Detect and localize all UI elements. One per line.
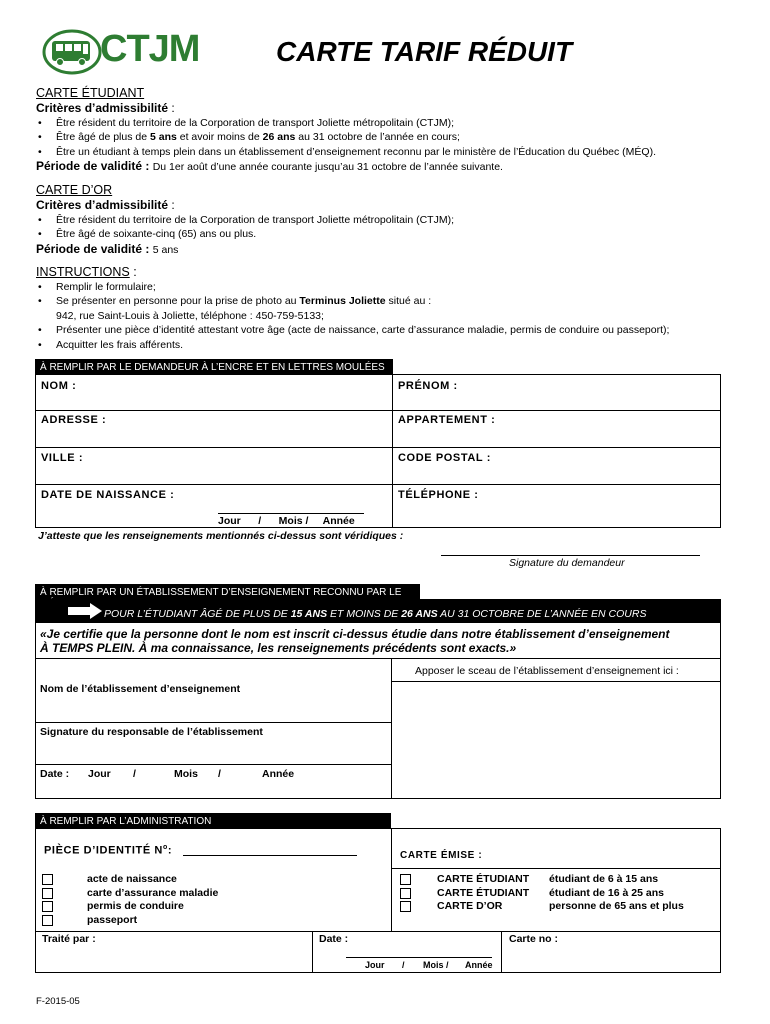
- list-item: • Être résident du territoire de la Corporation de transport Joliette métropolitain (CTJM);: [36, 116, 736, 130]
- section-etudiant: [36, 86, 736, 173]
- arrow-text-part: ET MOINS DE: [327, 608, 402, 620]
- criteria-label: [36, 101, 736, 115]
- certify-line-2: À TEMPS PLEIN. À ma connaissance, les renseignements précédents sont exacts.»: [40, 641, 517, 655]
- signature-responsable-label[interactable]: Signature du responsable de l’établissement: [40, 726, 263, 738]
- carte-item: CARTE ÉTUDIANT: [437, 886, 530, 899]
- appartement-field[interactable]: APPARTEMENT :: [398, 414, 496, 426]
- validity: [36, 159, 736, 173]
- signature-label: Signature du demandeur: [509, 557, 625, 569]
- row-divider: [391, 868, 721, 869]
- instructions-colon: :: [129, 265, 137, 279]
- column-divider: [312, 931, 313, 973]
- admin-jour: Jour: [365, 960, 385, 970]
- column-divider: [391, 658, 392, 799]
- piece-sup: o: [162, 844, 168, 851]
- carte-emise-label: CARTE ÉMISE :: [400, 850, 483, 861]
- prenom-field[interactable]: PRÉNOM :: [398, 380, 458, 392]
- list-item: • Se présenter en personne pour la prise de photo au Terminus Joliette situé au :: [36, 294, 756, 308]
- jour-label: Jour: [88, 768, 111, 780]
- checkbox[interactable]: [42, 915, 53, 926]
- certify-line-1: «Je certifie que la personne dont le nom est inscrit ci-dessus étudie dans notre établissement d’enseignement: [40, 627, 670, 641]
- ville-field[interactable]: VILLE :: [41, 452, 84, 464]
- checkbox[interactable]: [400, 874, 411, 885]
- demandeur-band: À REMPLIR PAR LE DEMANDEUR À L’ENCRE ET EN LETTRES MOULÉES: [35, 359, 393, 374]
- doc-list: [87, 873, 218, 927]
- bus-logo-icon: [42, 29, 102, 75]
- validity-label: Période de validité :: [36, 241, 150, 256]
- code-postal-field[interactable]: CODE POSTAL :: [398, 452, 491, 464]
- validity-value: 5 ans: [152, 243, 179, 256]
- doc-checkboxes: [42, 874, 54, 926]
- admin-annee: Année: [465, 960, 493, 970]
- section-heading: CARTE D’OR: [36, 183, 113, 197]
- checkbox[interactable]: [42, 888, 53, 899]
- validity-label: Période de validité :: [36, 159, 150, 174]
- row-divider: [35, 484, 721, 485]
- carte-item: CARTE ÉTUDIANT: [437, 873, 530, 885]
- carte-list: [437, 873, 529, 914]
- doc-item: permis de conduire: [87, 900, 184, 913]
- doc-item: passeport: [87, 913, 138, 926]
- admin-slash: /: [402, 960, 405, 970]
- list-item: • Être âgé de plus de 5 ans et avoir moins de 26 ans au 31 octobre de l’année en cours;: [36, 130, 736, 144]
- row-divider: [35, 722, 391, 723]
- list-item: • Présenter une pièce d’identité attestant votre âge (acte de naissance, carte d’assurance maladie, permis de conduire ou passeport);: [36, 323, 756, 337]
- piece-identite-field[interactable]: [44, 844, 172, 857]
- page-title: CARTE TARIF RÉDUIT: [276, 36, 573, 67]
- form-code: F-2015-05: [36, 996, 80, 1007]
- criteria-label-text: Critères d’admissibilité: [36, 198, 169, 212]
- criteria-colon: :: [168, 198, 175, 212]
- carte-item: CARTE D’OR: [437, 900, 503, 913]
- doc-item: carte d’assurance maladie: [87, 886, 219, 899]
- etablissement-band: À REMPLIR PAR UN ÉTABLISSEMENT D’ENSEIGNEMENT RECONNU PAR LE: [35, 584, 420, 599]
- slash: /: [133, 768, 136, 780]
- attestation-text: J’atteste que les renseignements mentionnés ci-dessus sont véridiques :: [38, 530, 404, 542]
- arrow-text-part: POUR L’ÉTUDIANT ÂGÉ DE PLUS DE: [104, 608, 291, 620]
- list-item: • Être âgé de soixante-cinq (65) ans ou plus.: [36, 227, 736, 241]
- section-instructions: [36, 265, 756, 352]
- annee-label: Année: [262, 768, 295, 780]
- slash: /: [218, 768, 221, 780]
- validity-value: Du 1er août d’une année courante jusqu’au 31 octobre de l’année suivante.: [152, 161, 503, 174]
- criteria-colon: :: [168, 101, 175, 115]
- row-divider: [35, 764, 391, 765]
- doc-item: acte de naissance: [87, 873, 177, 885]
- instructions-title: INSTRUCTIONS: [36, 265, 130, 279]
- checkbox[interactable]: [400, 901, 411, 912]
- row-divider: [35, 410, 721, 411]
- date-label[interactable]: Date :: [40, 768, 70, 780]
- list-item: • Acquitter les frais afférents.: [36, 338, 756, 352]
- instructions-heading: [36, 265, 756, 279]
- date-line: [346, 957, 492, 958]
- column-divider: [501, 931, 502, 973]
- criteria-label-text: Critères d’admissibilité: [36, 101, 169, 115]
- row-divider: [35, 658, 721, 659]
- logo-text: CTJM: [100, 28, 200, 70]
- traite-par-field[interactable]: Traité par :: [42, 933, 96, 945]
- checkbox[interactable]: [42, 901, 53, 912]
- carte-desc: étudiant de 6 à 15 ans: [549, 873, 659, 885]
- carte-desc-list: [549, 873, 684, 914]
- date-parts-label: Jour / Mois / Année: [218, 515, 355, 527]
- checkbox[interactable]: [42, 874, 53, 885]
- admin-mois: Mois /: [423, 960, 449, 970]
- list-item: • Être un étudiant à temps plein dans un établissement d’enseignement reconnu par le ministère de l’Éducation du Québec (MÉQ).: [36, 145, 736, 159]
- telephone-field[interactable]: TÉLÉPHONE :: [398, 489, 479, 501]
- list-item: • Être résident du territoire de la Corporation de transport Joliette métropolitain (CTJM);: [36, 213, 736, 227]
- carte-checkboxes: [400, 874, 412, 912]
- row-divider: [35, 447, 721, 448]
- piece-colon: :: [167, 844, 173, 857]
- piece-line: [183, 855, 357, 856]
- checkbox[interactable]: [400, 888, 411, 899]
- administration-band: À REMPLIR PAR L’ADMINISTRATION: [35, 813, 391, 828]
- piece-label: PIÈCE D’IDENTITÉ N: [44, 844, 163, 857]
- validity: [36, 242, 736, 256]
- nom-etablissement-label[interactable]: Nom de l’établissement d’enseignement: [40, 683, 241, 695]
- column-divider: [392, 374, 393, 528]
- row-divider: [35, 931, 721, 932]
- arrow-right-icon: [68, 603, 102, 619]
- arrow-text-bold: 26 ANS: [401, 608, 438, 620]
- section-or: [36, 183, 736, 256]
- adresse-field[interactable]: ADRESSE :: [41, 414, 107, 426]
- mois-label: Mois: [174, 768, 198, 780]
- date-naissance-field[interactable]: DATE DE NAISSANCE :: [41, 489, 175, 501]
- arrow-text-part: AU 31 OCTOBRE DE L’ANNÉE EN COURS: [437, 608, 647, 620]
- column-divider: [391, 828, 392, 931]
- arrow-text: [104, 608, 646, 620]
- demandeur-box: [35, 374, 721, 528]
- carte-no-field[interactable]: Carte no :: [509, 933, 559, 945]
- arrow-text-bold: 15 ANS: [290, 608, 328, 620]
- carte-desc: étudiant de 16 à 25 ans: [549, 886, 664, 899]
- sceau-label: Apposer le sceau de l’établissement d’enseignement ici :: [415, 665, 679, 677]
- row-divider: [391, 681, 721, 682]
- date-line: [218, 513, 364, 514]
- address-line: 942, rue Saint-Louis à Joliette, téléphone : 450-759-5133;: [56, 309, 324, 322]
- signature-line[interactable]: [441, 555, 700, 556]
- list-item: • Remplir le formulaire;: [36, 280, 756, 294]
- nom-field[interactable]: NOM :: [41, 380, 77, 392]
- carte-desc: personne de 65 ans et plus: [549, 900, 684, 913]
- criteria-label: [36, 198, 736, 212]
- admin-date-field[interactable]: Date :: [319, 933, 349, 945]
- list-item-continuation: [36, 309, 756, 323]
- section-heading: CARTE ÉTUDIANT: [36, 86, 145, 100]
